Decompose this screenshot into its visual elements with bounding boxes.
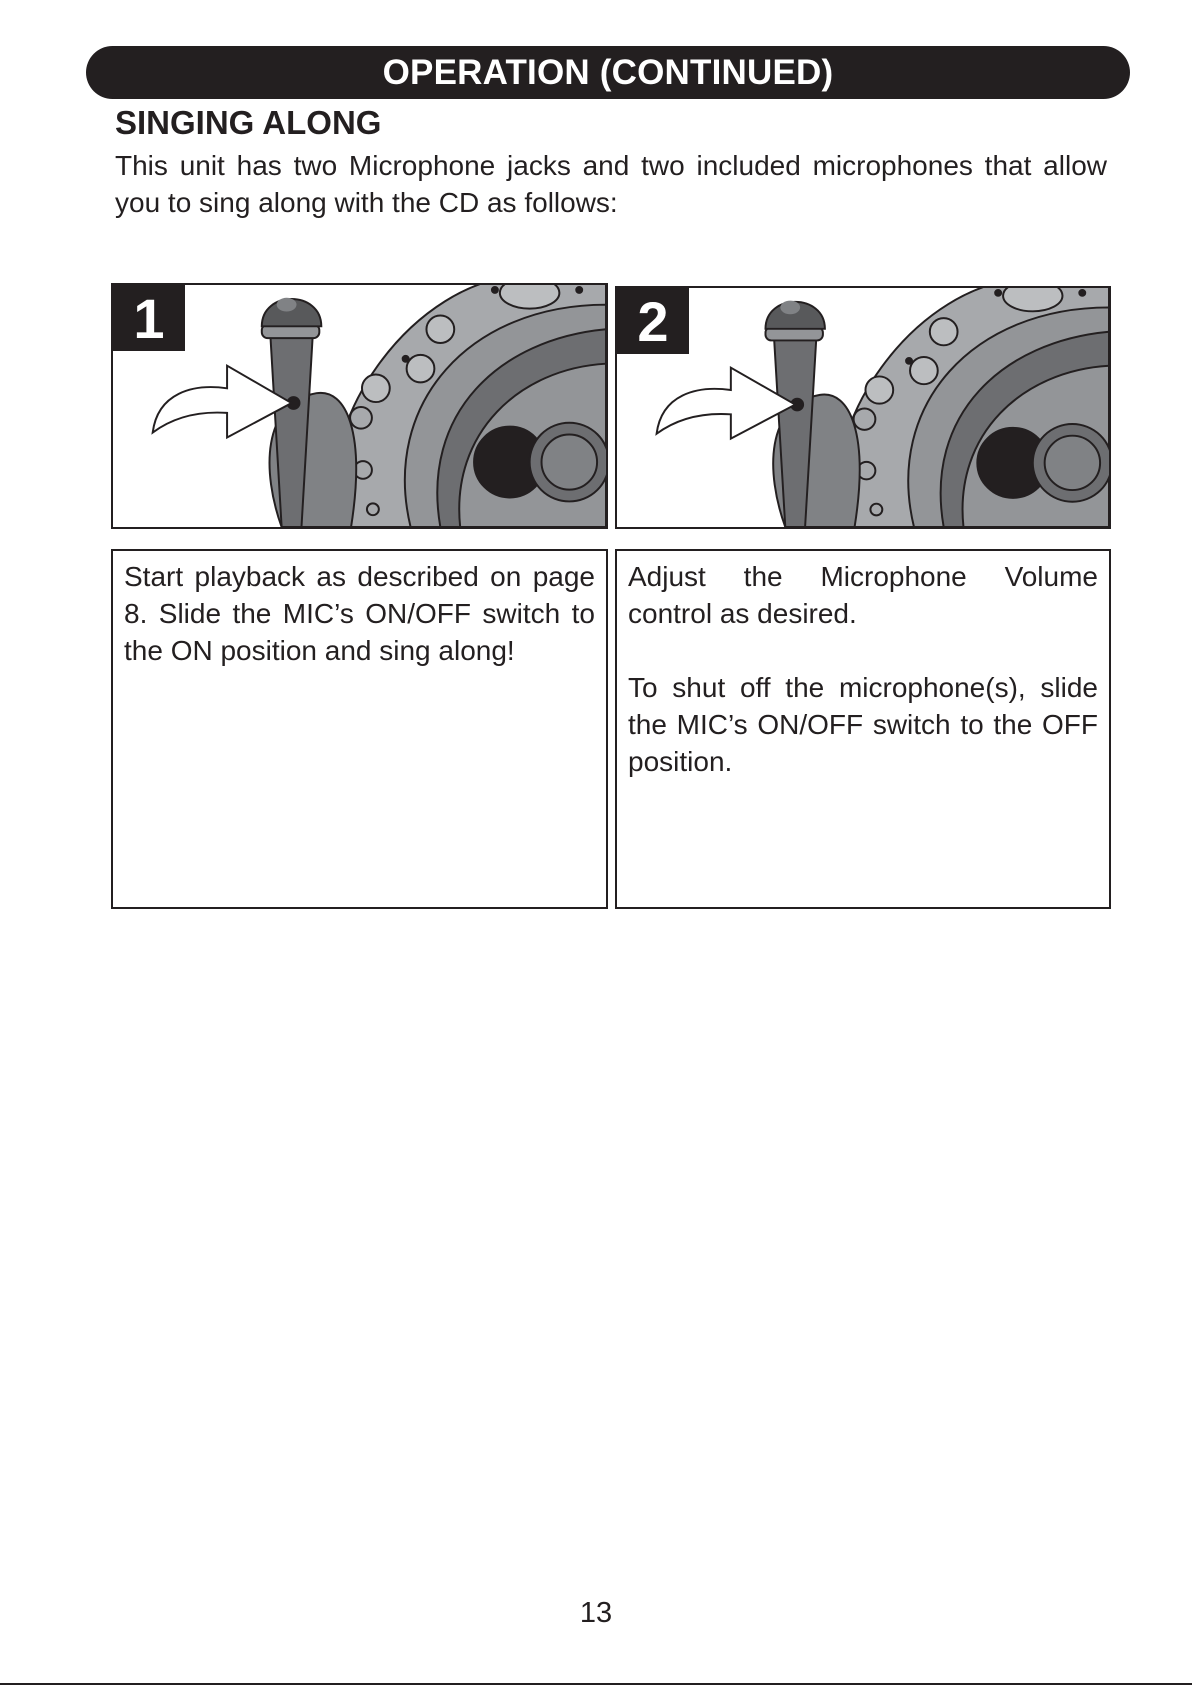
step-2-paragraph-1: Adjust the Microphone Volume control as desired. <box>628 561 1098 629</box>
header-title: OPERATION (CONTINUED) <box>382 52 834 92</box>
step-2-text-box <box>615 549 1111 909</box>
header-bar <box>86 46 1130 99</box>
step-2-illustration-panel <box>615 286 1111 529</box>
step-1-badge: 1 <box>113 285 185 351</box>
karaoke-unit-illustration <box>113 285 606 527</box>
step-2-badge: 2 <box>617 288 689 354</box>
step-1-illustration-panel <box>111 283 608 529</box>
step-1-paragraph: Start playback as described on page 8. Slide the MIC’s ON/OFF switch to the ON position and sing along! <box>124 561 595 666</box>
section-heading: SINGING ALONG <box>115 104 382 141</box>
page-number: 13 <box>579 1597 613 1629</box>
karaoke-unit-illustration <box>617 288 1109 527</box>
step-1-text-box <box>111 549 608 909</box>
intro-paragraph: This unit has two Microphone jacks and two included microphones that allow you to sing along with the CD as follows: <box>115 150 1107 218</box>
step-2-paragraph-2: To shut off the microphone(s), slide the MIC’s ON/OFF switch to the OFF position. <box>628 672 1098 777</box>
